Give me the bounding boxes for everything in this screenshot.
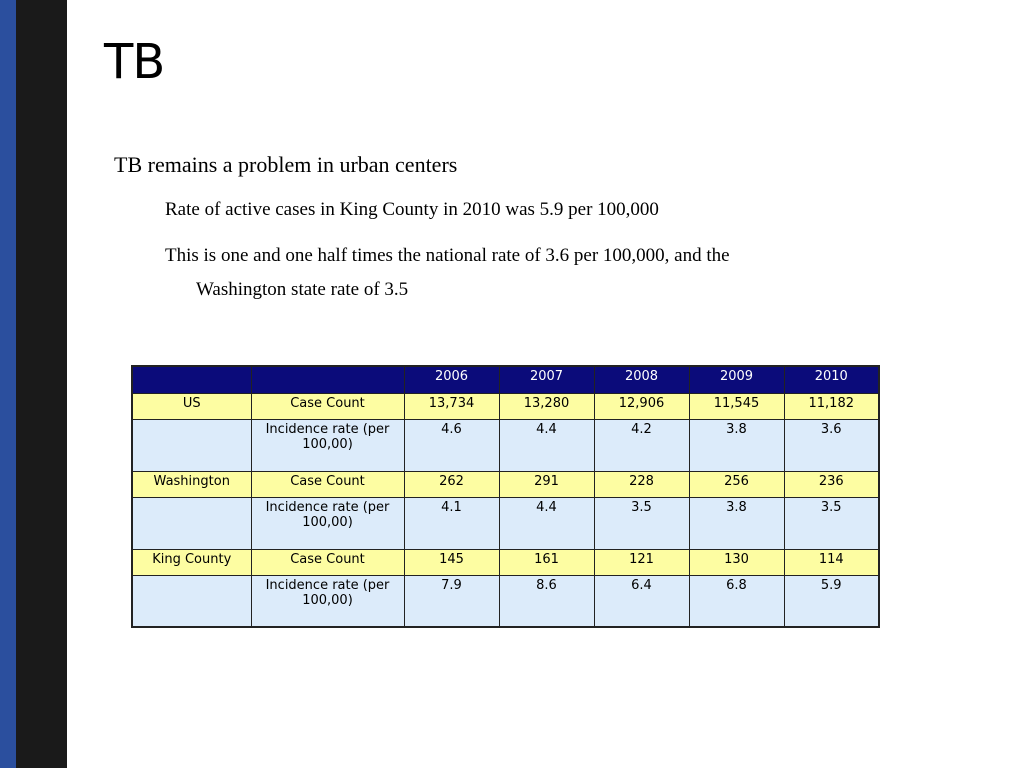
value-cell: 121 xyxy=(594,549,689,575)
value-cell: 3.8 xyxy=(689,497,784,549)
slide-title: TB xyxy=(104,34,165,90)
table-row xyxy=(132,393,879,419)
value-cell: 3.5 xyxy=(594,497,689,549)
header-cell-year: 2006 xyxy=(404,366,499,393)
value-cell: 145 xyxy=(404,549,499,575)
bullet-text-line2: Washington state rate of 3.5 xyxy=(196,279,409,300)
table-row xyxy=(132,497,879,549)
header-cell xyxy=(251,366,404,393)
value-cell: 3.5 xyxy=(784,497,879,549)
value-cell: 4.4 xyxy=(499,497,594,549)
value-cell: 161 xyxy=(499,549,594,575)
bullet-text: Rate of active cases in King County in 2010 was 5.9 per 100,000 xyxy=(165,199,659,220)
measure-cell: Incidence rate (per 100,00) xyxy=(251,419,404,471)
value-cell: 3.6 xyxy=(784,419,879,471)
value-cell: 130 xyxy=(689,549,784,575)
value-cell: 7.9 xyxy=(404,575,499,627)
region-cell xyxy=(132,497,251,549)
value-cell: 11,545 xyxy=(689,393,784,419)
bullet-text-line1: This is one and one half times the national rate of 3.6 per 100,000, and the xyxy=(165,245,730,266)
measure-cell: Case Count xyxy=(251,393,404,419)
header-cell xyxy=(132,366,251,393)
value-cell: 13,280 xyxy=(499,393,594,419)
value-cell: 5.9 xyxy=(784,575,879,627)
table-row xyxy=(132,471,879,497)
header-cell-year: 2007 xyxy=(499,366,594,393)
value-cell: 4.4 xyxy=(499,419,594,471)
value-cell: 12,906 xyxy=(594,393,689,419)
table-row xyxy=(132,549,879,575)
value-cell: 3.8 xyxy=(689,419,784,471)
measure-cell: Incidence rate (per 100,00) xyxy=(251,575,404,627)
value-cell: 13,734 xyxy=(404,393,499,419)
bullet-level2-rate xyxy=(165,199,659,221)
left-accent-stripe xyxy=(0,0,16,768)
measure-cell: Incidence rate (per 100,00) xyxy=(251,497,404,549)
value-cell: 291 xyxy=(499,471,594,497)
value-cell: 262 xyxy=(404,471,499,497)
region-cell: Washington xyxy=(132,471,251,497)
value-cell: 228 xyxy=(594,471,689,497)
value-cell: 4.1 xyxy=(404,497,499,549)
bullet-level2-comparison xyxy=(165,239,865,307)
value-cell: 6.8 xyxy=(689,575,784,627)
value-cell: 6.4 xyxy=(594,575,689,627)
region-cell xyxy=(132,575,251,627)
left-dark-band xyxy=(16,0,67,768)
value-cell: 4.2 xyxy=(594,419,689,471)
region-cell xyxy=(132,419,251,471)
header-cell-year: 2009 xyxy=(689,366,784,393)
table-row xyxy=(132,575,879,627)
value-cell: 236 xyxy=(784,471,879,497)
value-cell: 11,182 xyxy=(784,393,879,419)
header-cell-year: 2008 xyxy=(594,366,689,393)
bullet-level1: TB remains a problem in urban centers xyxy=(114,152,458,177)
value-cell: 4.6 xyxy=(404,419,499,471)
header-cell-year: 2010 xyxy=(784,366,879,393)
value-cell: 114 xyxy=(784,549,879,575)
value-cell: 8.6 xyxy=(499,575,594,627)
region-cell: King County xyxy=(132,549,251,575)
measure-cell: Case Count xyxy=(251,471,404,497)
tb-statistics-table xyxy=(131,365,880,628)
measure-cell: Case Count xyxy=(251,549,404,575)
region-cell: US xyxy=(132,393,251,419)
table-header-row xyxy=(132,366,879,393)
table-row xyxy=(132,419,879,471)
value-cell: 256 xyxy=(689,471,784,497)
